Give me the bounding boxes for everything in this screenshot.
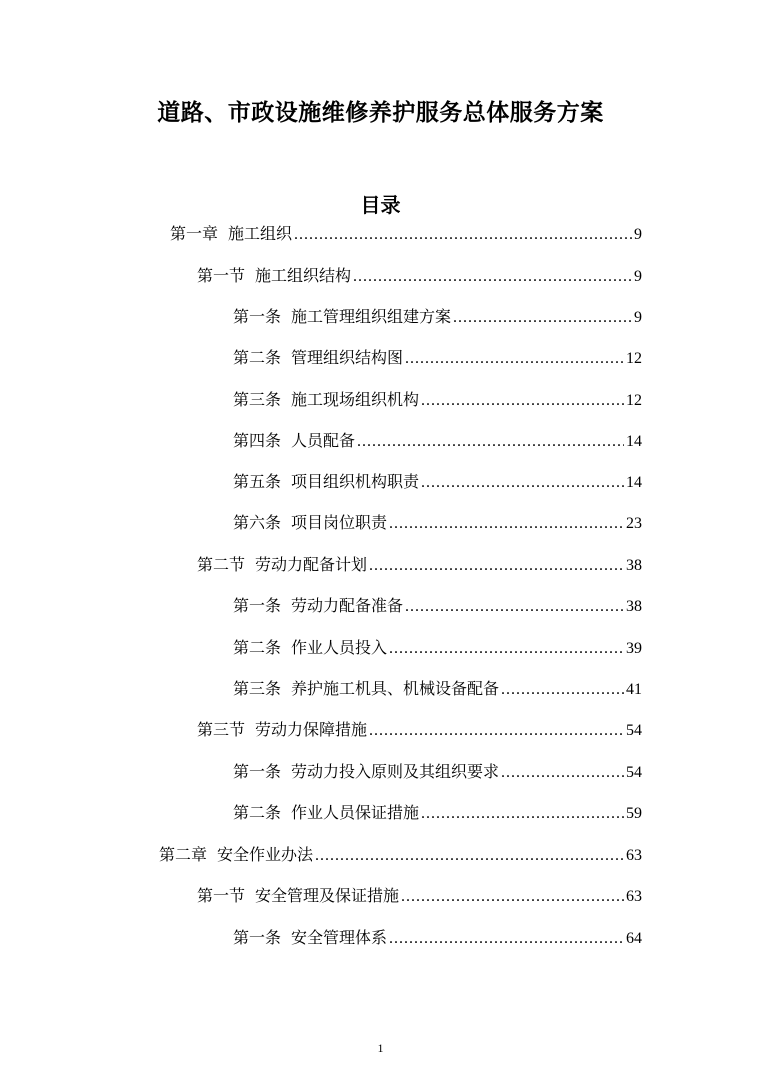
toc-entry-article[interactable] xyxy=(233,510,642,532)
toc-entry-section[interactable] xyxy=(197,263,642,285)
toc-entry-number: 第二条 xyxy=(233,803,282,822)
toc-entry-page: 12 xyxy=(626,350,642,367)
toc-entry-label: 劳动力配备准备 xyxy=(291,596,404,615)
toc-entry-article[interactable] xyxy=(233,387,642,409)
toc-entry-page: 59 xyxy=(626,805,642,822)
toc-entry-label: 劳动力保障措施 xyxy=(255,720,368,739)
toc-entry-label: 施工现场组织机构 xyxy=(291,390,420,409)
toc-entry-page: 54 xyxy=(626,764,642,781)
document-title: 道路、市政设施维修养护服务总体服务方案 xyxy=(157,100,604,126)
toc-entry-page: 63 xyxy=(626,847,642,864)
toc-entry-number: 第一章 xyxy=(170,224,219,243)
toc-entry-label: 项目组织机构职责 xyxy=(291,472,420,491)
toc-leader-dots xyxy=(353,268,632,286)
toc-entry-page: 23 xyxy=(626,515,642,532)
toc-entry-page: 9 xyxy=(634,268,642,285)
toc-entry-page: 14 xyxy=(626,433,642,450)
toc-leader-dots xyxy=(389,640,624,658)
page-number: 1 xyxy=(377,1041,384,1055)
toc-entry-page: 39 xyxy=(626,640,642,657)
toc-entry-page: 9 xyxy=(634,309,642,326)
toc-entry-number: 第二条 xyxy=(233,348,282,367)
toc-leader-dots xyxy=(357,433,624,451)
toc-entry-section[interactable] xyxy=(197,883,642,905)
toc-entry-page: 63 xyxy=(626,888,642,905)
toc-leader-dots xyxy=(401,888,624,906)
toc-entry-article[interactable] xyxy=(233,635,642,657)
toc-entry-chapter[interactable] xyxy=(159,842,642,864)
toc-entry-label: 劳动力投入原则及其组织要求 xyxy=(291,762,500,781)
toc-leader-dots xyxy=(315,847,624,865)
toc-entry-number: 第四条 xyxy=(233,431,282,450)
toc-entry-label: 施工组织结构 xyxy=(255,266,352,285)
toc-entry-section[interactable] xyxy=(197,552,642,574)
toc-entry-label: 安全作业办法 xyxy=(217,845,314,864)
toc-entry-page: 64 xyxy=(626,930,642,947)
toc-leader-dots xyxy=(453,309,632,327)
toc-entry-page: 38 xyxy=(626,557,642,574)
toc-entry-label: 管理组织结构图 xyxy=(291,348,404,367)
toc-entry-article[interactable] xyxy=(233,800,642,822)
toc-leader-dots xyxy=(389,515,624,533)
toc-entry-page: 12 xyxy=(626,392,642,409)
toc-leader-dots xyxy=(421,474,624,492)
toc-leader-dots xyxy=(501,681,624,699)
toc-entry-number: 第一节 xyxy=(197,886,246,905)
toc-heading: 目录 xyxy=(360,193,401,217)
toc-entry-article[interactable] xyxy=(233,925,642,947)
toc-entry-article[interactable] xyxy=(233,428,642,450)
toc-entry-label: 安全管理体系 xyxy=(291,928,388,947)
toc-entry-article[interactable] xyxy=(233,304,642,326)
toc-entry-article[interactable] xyxy=(233,469,642,491)
toc-entry-section[interactable] xyxy=(197,717,642,739)
toc-entry-number: 第三条 xyxy=(233,390,282,409)
toc-entry-number: 第二节 xyxy=(197,555,246,574)
toc-entry-number: 第三节 xyxy=(197,720,246,739)
toc-entry-label: 作业人员保证措施 xyxy=(291,803,420,822)
toc-entry-number: 第一条 xyxy=(233,928,282,947)
toc-entry-label: 施工管理组织组建方案 xyxy=(291,307,452,326)
toc-entry-chapter[interactable] xyxy=(170,221,642,243)
toc-leader-dots xyxy=(369,557,624,575)
toc-entry-article[interactable] xyxy=(233,345,642,367)
toc-entry-article[interactable] xyxy=(233,593,642,615)
toc-entry-number: 第二条 xyxy=(233,638,282,657)
toc-entry-label: 作业人员投入 xyxy=(291,638,388,657)
toc-entry-number: 第一条 xyxy=(233,762,282,781)
toc-entry-label: 施工组织 xyxy=(228,224,293,243)
toc-entry-page: 41 xyxy=(626,681,642,698)
toc-leader-dots xyxy=(421,805,624,823)
toc-entry-page: 38 xyxy=(626,598,642,615)
toc-entry-number: 第五条 xyxy=(233,472,282,491)
toc-leader-dots xyxy=(421,392,624,410)
toc-leader-dots xyxy=(405,598,624,616)
toc-entry-number: 第六条 xyxy=(233,513,282,532)
toc-entry-number: 第三条 xyxy=(233,679,282,698)
toc-leader-dots xyxy=(501,764,624,782)
toc-entry-label: 安全管理及保证措施 xyxy=(255,886,400,905)
toc-leader-dots xyxy=(405,350,624,368)
toc-entry-number: 第二章 xyxy=(159,845,208,864)
toc-entry-page: 54 xyxy=(626,722,642,739)
toc-entry-page: 14 xyxy=(626,474,642,491)
toc-entry-page: 9 xyxy=(634,226,642,243)
toc-entry-number: 第一条 xyxy=(233,307,282,326)
toc-leader-dots xyxy=(369,722,624,740)
toc-entry-article[interactable] xyxy=(233,676,642,698)
toc-leader-dots xyxy=(294,226,632,244)
toc-entry-number: 第一条 xyxy=(233,596,282,615)
toc-entry-article[interactable] xyxy=(233,759,642,781)
toc-entry-label: 劳动力配备计划 xyxy=(255,555,368,574)
toc-entry-label: 项目岗位职责 xyxy=(291,513,388,532)
toc-entry-number: 第一节 xyxy=(197,266,246,285)
toc-leader-dots xyxy=(389,930,624,948)
toc-entry-label: 养护施工机具、机械设备配备 xyxy=(291,679,500,698)
toc-entry-label: 人员配备 xyxy=(291,431,356,450)
